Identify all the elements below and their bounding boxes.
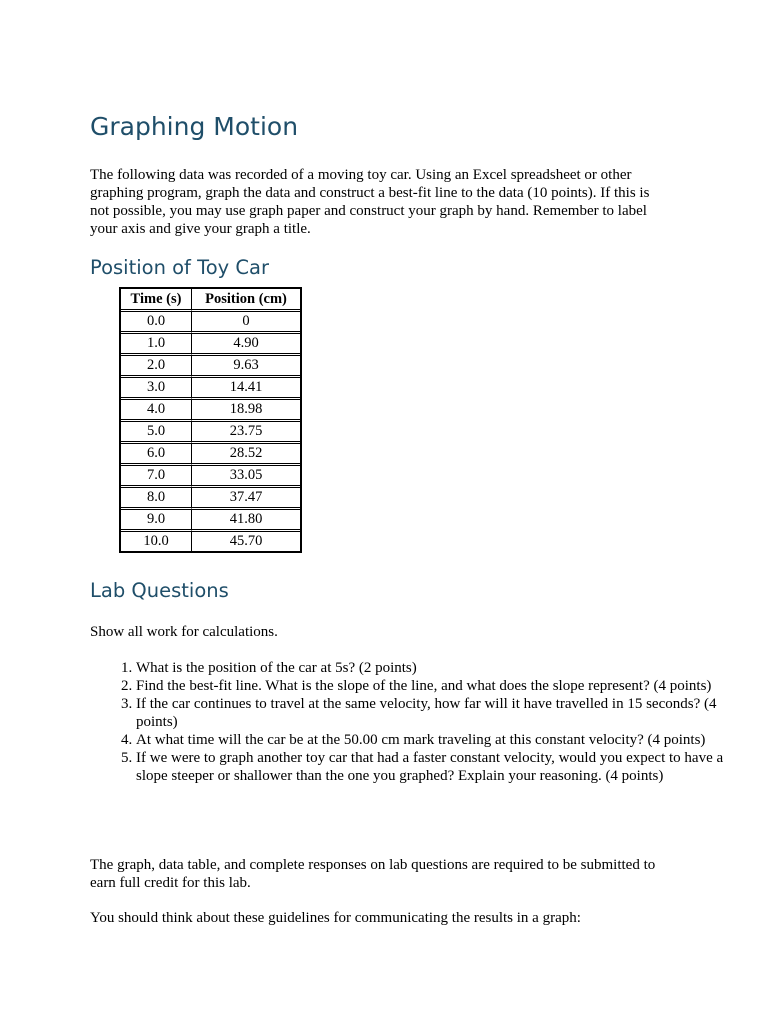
data-table — [119, 287, 302, 553]
question-list — [90, 659, 728, 785]
time-cell: 9.0 — [121, 510, 192, 532]
time-cell: 8.0 — [121, 488, 192, 510]
question-item: 3. If the car continues to travel at the same velocity, how far will it have travelled in 15 seconds? (4 points) — [136, 695, 728, 731]
time-cell: 1.0 — [121, 334, 192, 356]
guidelines-intro: You should think about these guidelines for communicating the results in a graph: — [90, 910, 581, 926]
table-row — [121, 466, 300, 488]
table-row — [121, 532, 300, 551]
position-cell: 0 — [192, 312, 300, 334]
position-cell: 4.90 — [192, 334, 300, 356]
position-cell: 45.70 — [229, 533, 263, 549]
intro-paragraph: The following data was recorded of a moving toy car. Using an Excel spreadsheet or other graphing program, graph the data and construct a best-fit line to the data (10 points). If this is not possible, you may use graph paper and construct your graph by hand. Remember to label your axis and give your graph a title. — [90, 167, 650, 237]
table-row — [121, 356, 300, 378]
position-cell: 33.05 — [192, 466, 300, 488]
table-row — [121, 312, 300, 334]
questions-heading: Lab Questions — [90, 579, 229, 602]
column-header-position: Position (cm) — [192, 289, 300, 312]
position-cell: 14.41 — [192, 378, 300, 400]
time-cell: 2.0 — [121, 356, 192, 378]
table-row — [121, 510, 300, 532]
table-body — [121, 312, 300, 551]
position-cell: 41.80 — [192, 510, 300, 532]
time-cell: 5.0 — [121, 422, 192, 444]
time-cell: 6.0 — [121, 444, 192, 466]
question-item: 5. If we were to graph another toy car that had a faster constant velocity, would you expect to have a slope steeper or shallower than the one you graphed? Explain your reasoning. (4 points) — [136, 749, 728, 785]
table-row — [121, 422, 300, 444]
table-row — [121, 488, 300, 510]
time-cell: 0.0 — [121, 312, 192, 334]
questions-intro: Show all work for calculations. — [90, 624, 278, 640]
position-cell: 37.47 — [192, 488, 300, 510]
table-header-row — [121, 289, 300, 312]
column-header-time: Time (s) — [121, 289, 192, 312]
table-row — [121, 334, 300, 356]
time-cell: 10.0 — [121, 532, 192, 551]
page-title: Graphing Motion — [90, 112, 299, 141]
table-row — [121, 444, 300, 466]
position-cell: 18.98 — [192, 400, 300, 422]
position-cell: 28.52 — [192, 444, 300, 466]
table-heading: Position of Toy Car — [90, 256, 269, 279]
time-cell: 4.0 — [121, 400, 192, 422]
submission-note: The graph, data table, and complete responses on lab questions are required to be submitted to earn full credit for this lab. — [90, 857, 656, 891]
position-cell: 9.63 — [192, 356, 300, 378]
table-row — [121, 378, 300, 400]
question-item: 2. Find the best-fit line. What is the slope of the line, and what does the slope represent? (4 points) — [136, 677, 728, 695]
question-item: 4. At what time will the car be at the 50.00 cm mark traveling at this constant velocity? (4 points) — [136, 731, 728, 749]
time-cell: 3.0 — [121, 378, 192, 400]
time-cell: 7.0 — [121, 466, 192, 488]
table-row — [121, 400, 300, 422]
question-item: 1. What is the position of the car at 5s? (2 points) — [136, 659, 728, 677]
position-cell: 23.75 — [192, 422, 300, 444]
